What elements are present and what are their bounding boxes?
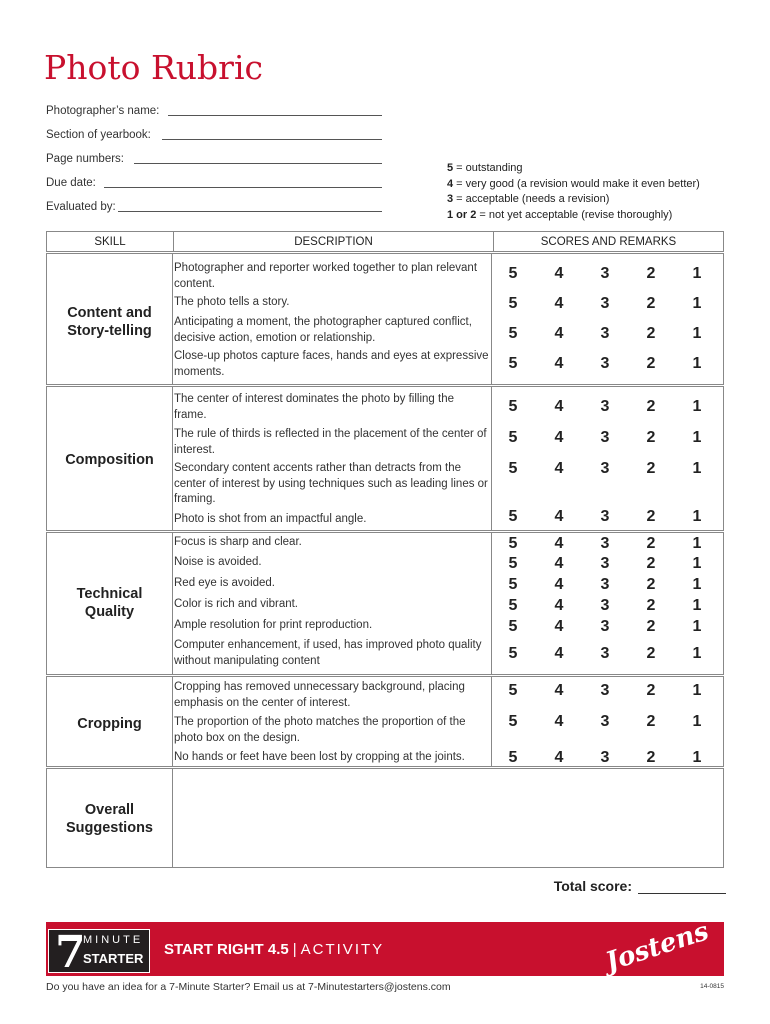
skill-name-line: Suggestions bbox=[65, 820, 153, 836]
criterion-text: Noise is avoided. bbox=[174, 556, 262, 568]
evaluated-by-field[interactable] bbox=[46, 197, 382, 213]
score-option-3[interactable]: 3 bbox=[600, 325, 610, 342]
score-option-1[interactable]: 1 bbox=[692, 645, 702, 662]
score-option-1[interactable]: 1 bbox=[692, 398, 702, 415]
score-option-4[interactable]: 4 bbox=[554, 398, 564, 415]
score-option-2[interactable]: 2 bbox=[646, 398, 656, 415]
score-option-3[interactable]: 3 bbox=[600, 749, 610, 766]
score-options bbox=[500, 398, 710, 416]
score-option-4[interactable]: 4 bbox=[554, 265, 564, 282]
score-option-3[interactable]: 3 bbox=[600, 682, 610, 699]
score-option-3[interactable]: 3 bbox=[600, 355, 610, 372]
score-options bbox=[500, 749, 710, 767]
score-option-4[interactable]: 4 bbox=[554, 597, 564, 614]
score-option-3[interactable]: 3 bbox=[600, 508, 610, 525]
section-line[interactable] bbox=[162, 139, 382, 140]
score-option-5[interactable]: 5 bbox=[508, 355, 518, 372]
score-option-2[interactable]: 2 bbox=[646, 645, 656, 662]
score-option-3[interactable]: 3 bbox=[600, 597, 610, 614]
legend-row: 5 = outstanding bbox=[447, 162, 523, 174]
score-option-3[interactable]: 3 bbox=[600, 576, 610, 593]
activity-title bbox=[164, 941, 384, 958]
score-option-5[interactable]: 5 bbox=[508, 645, 518, 662]
criterion-text: Anticipating a moment, the photographer captured conflict, decisive action, emotion or relationship. bbox=[174, 316, 472, 344]
skill-name-line: Quality bbox=[84, 604, 135, 620]
skill-name bbox=[47, 585, 172, 621]
criterion-text: The rule of thirds is reflected in the placement of the center of interest. bbox=[174, 428, 487, 456]
score-option-2[interactable]: 2 bbox=[646, 429, 656, 446]
score-options bbox=[500, 597, 710, 615]
score-option-3[interactable]: 3 bbox=[600, 265, 610, 282]
score-options bbox=[500, 325, 710, 343]
score-option-1[interactable]: 1 bbox=[692, 576, 702, 593]
score-option-3[interactable]: 3 bbox=[600, 398, 610, 415]
evaluated-by-line[interactable] bbox=[118, 211, 382, 212]
description-header: DESCRIPTION bbox=[174, 232, 494, 251]
criterion-text: Close-up photos capture faces, hands and eyes at expressive moments. bbox=[174, 350, 489, 378]
score-option-3[interactable]: 3 bbox=[600, 618, 610, 635]
section-field[interactable] bbox=[46, 125, 382, 141]
score-option-5[interactable]: 5 bbox=[508, 429, 518, 446]
score-options bbox=[500, 645, 710, 663]
score-option-4[interactable]: 4 bbox=[554, 682, 564, 699]
score-option-4[interactable]: 4 bbox=[554, 460, 564, 477]
score-option-2[interactable]: 2 bbox=[646, 295, 656, 312]
skill-name-line: Composition bbox=[65, 452, 154, 468]
score-options bbox=[500, 460, 710, 478]
criterion-text: Secondary content accents rather than detracts from the center of interest by using techniques such as leading lines or framing. bbox=[174, 462, 488, 505]
criterion-text: No hands or feet have been lost by cropping at the joints. bbox=[174, 751, 465, 763]
legend-row: 3 = acceptable (needs a revision) bbox=[447, 193, 610, 205]
criterion-text: The proportion of the photo matches the proportion of the photo box on the design. bbox=[174, 716, 466, 744]
score-option-1[interactable]: 1 bbox=[692, 460, 702, 477]
score-option-3[interactable]: 3 bbox=[600, 645, 610, 662]
criterion-text: Red eye is avoided. bbox=[174, 577, 276, 589]
photographer-field[interactable] bbox=[46, 101, 382, 117]
criterion-text: Ample resolution for print reproduction. bbox=[174, 619, 373, 631]
score-option-5[interactable]: 5 bbox=[508, 597, 518, 614]
criterion-text: Cropping has removed unnecessary background, placing emphasis on the center of interest. bbox=[174, 681, 465, 709]
score-option-4[interactable]: 4 bbox=[554, 555, 564, 572]
score-options bbox=[500, 618, 710, 636]
score-option-5[interactable]: 5 bbox=[508, 265, 518, 282]
score-option-4[interactable]: 4 bbox=[554, 749, 564, 766]
score-option-4[interactable]: 4 bbox=[554, 645, 564, 662]
rubric-section bbox=[46, 768, 724, 868]
score-option-5[interactable]: 5 bbox=[508, 508, 518, 525]
score-option-1[interactable]: 1 bbox=[692, 682, 702, 699]
score-option-1[interactable]: 1 bbox=[692, 749, 702, 766]
legend-row: 1 or 2 = not yet acceptable (revise thoroughly) bbox=[447, 208, 673, 221]
legend-row: 4 = very good (a revision would make it even better) bbox=[447, 177, 700, 190]
score-option-1[interactable]: 1 bbox=[692, 535, 702, 552]
skill-name-line: Overall bbox=[84, 802, 135, 818]
criterion-text: The center of interest dominates the photo by filling the frame. bbox=[174, 393, 454, 421]
score-option-3[interactable]: 3 bbox=[600, 295, 610, 312]
skill-name-line: Content and bbox=[67, 305, 152, 321]
document-code: 14-0815 bbox=[700, 983, 724, 990]
seven-minute-starter-badge bbox=[48, 927, 150, 978]
page-title: Photo Rubric bbox=[44, 48, 263, 87]
score-option-1[interactable]: 1 bbox=[692, 618, 702, 635]
skill-name bbox=[47, 715, 172, 733]
score-option-5[interactable]: 5 bbox=[508, 398, 518, 415]
skill-name bbox=[47, 801, 172, 837]
score-option-2[interactable]: 2 bbox=[646, 355, 656, 372]
score-options bbox=[500, 508, 710, 526]
score-option-4[interactable]: 4 bbox=[554, 508, 564, 525]
due-date-field[interactable] bbox=[46, 173, 382, 189]
score-option-4[interactable]: 4 bbox=[554, 576, 564, 593]
score-option-2[interactable]: 2 bbox=[646, 713, 656, 730]
score-option-2[interactable]: 2 bbox=[646, 682, 656, 699]
photographer-line[interactable] bbox=[168, 115, 382, 116]
score-option-5[interactable]: 5 bbox=[508, 295, 518, 312]
score-options bbox=[500, 355, 710, 373]
score-option-5[interactable]: 5 bbox=[508, 576, 518, 593]
score-option-4[interactable]: 4 bbox=[554, 355, 564, 372]
skill-name-line: Story-telling bbox=[67, 323, 152, 339]
jostens-logo: Jostens bbox=[601, 916, 713, 978]
activity-light: ACTIVITY bbox=[300, 941, 385, 958]
score-options bbox=[500, 555, 710, 573]
skill-header: SKILL bbox=[47, 232, 174, 251]
section-label: Section of yearbook: bbox=[46, 129, 151, 141]
score-option-1[interactable]: 1 bbox=[692, 295, 702, 312]
pages-label: Page numbers: bbox=[46, 153, 124, 165]
score-option-1[interactable]: 1 bbox=[692, 597, 702, 614]
activity-bold: START RIGHT 4.5 bbox=[164, 941, 289, 958]
score-option-1[interactable]: 1 bbox=[692, 265, 702, 282]
score-option-2[interactable]: 2 bbox=[646, 597, 656, 614]
activity-separator: | bbox=[292, 941, 297, 958]
criterion-text: Focus is sharp and clear. bbox=[174, 536, 302, 548]
score-option-3[interactable]: 3 bbox=[600, 429, 610, 446]
score-option-2[interactable]: 2 bbox=[646, 618, 656, 635]
score-options bbox=[500, 535, 710, 553]
score-options bbox=[500, 713, 710, 731]
skill-name-line: Cropping bbox=[77, 716, 142, 732]
score-option-5[interactable]: 5 bbox=[508, 555, 518, 572]
score-option-5[interactable]: 5 bbox=[508, 460, 518, 477]
score-option-5[interactable]: 5 bbox=[508, 682, 518, 699]
score-options bbox=[500, 265, 710, 283]
score-option-5[interactable]: 5 bbox=[508, 713, 518, 730]
score-options bbox=[500, 429, 710, 447]
score-option-3[interactable]: 3 bbox=[600, 535, 610, 552]
criterion-text: Photo is shot from an impactful angle. bbox=[174, 513, 367, 525]
score-option-4[interactable]: 4 bbox=[554, 535, 564, 552]
criterion-text: Photographer and reporter worked together to plan relevant content. bbox=[174, 262, 478, 290]
score-option-5[interactable]: 5 bbox=[508, 618, 518, 635]
score-option-1[interactable]: 1 bbox=[692, 555, 702, 572]
score-option-4[interactable]: 4 bbox=[554, 325, 564, 342]
pages-field[interactable] bbox=[46, 149, 382, 165]
photographer-label: Photographer’s name: bbox=[46, 105, 160, 117]
badge-number: 7 bbox=[55, 927, 86, 978]
score-option-2[interactable]: 2 bbox=[646, 535, 656, 552]
score-option-4[interactable]: 4 bbox=[554, 295, 564, 312]
criterion-text: The photo tells a story. bbox=[174, 296, 290, 308]
table-header bbox=[46, 231, 724, 252]
criterion-text: Color is rich and vibrant. bbox=[174, 598, 298, 610]
due-date-line[interactable] bbox=[104, 187, 382, 188]
total-score bbox=[554, 878, 726, 894]
score-options bbox=[500, 295, 710, 313]
pages-line[interactable] bbox=[134, 163, 382, 164]
score-option-2[interactable]: 2 bbox=[646, 508, 656, 525]
score-option-1[interactable]: 1 bbox=[692, 325, 702, 342]
score-option-3[interactable]: 3 bbox=[600, 460, 610, 477]
score-option-5[interactable]: 5 bbox=[508, 749, 518, 766]
score-option-4[interactable]: 4 bbox=[554, 618, 564, 635]
activity-banner bbox=[46, 916, 724, 978]
skill-name bbox=[47, 451, 172, 469]
evaluated-by-label: Evaluated by: bbox=[46, 201, 116, 213]
badge-bottom-text: STARTER bbox=[83, 951, 144, 966]
badge-top-text: MINUTE bbox=[83, 934, 144, 946]
skill-name bbox=[47, 304, 172, 340]
score-option-1[interactable]: 1 bbox=[692, 508, 702, 525]
score-option-3[interactable]: 3 bbox=[600, 713, 610, 730]
score-option-3[interactable]: 3 bbox=[600, 555, 610, 572]
score-option-2[interactable]: 2 bbox=[646, 576, 656, 593]
skill-name-line: Technical bbox=[76, 586, 143, 602]
score-option-4[interactable]: 4 bbox=[554, 429, 564, 446]
criterion-text: Computer enhancement, if used, has improved photo quality without manipulating content bbox=[174, 639, 482, 667]
due-date-label: Due date: bbox=[46, 177, 96, 189]
score-option-2[interactable]: 2 bbox=[646, 265, 656, 282]
total-score-label: Total score: bbox=[553, 878, 632, 894]
footer-note: Do you have an idea for a 7-Minute Starter? Email us at 7-Minutestarters@jostens.com bbox=[46, 981, 451, 993]
score-option-1[interactable]: 1 bbox=[692, 713, 702, 730]
score-option-4[interactable]: 4 bbox=[554, 713, 564, 730]
score-option-2[interactable]: 2 bbox=[646, 325, 656, 342]
total-score-line[interactable] bbox=[638, 879, 726, 894]
scores-header: SCORES AND REMARKS bbox=[540, 235, 677, 248]
score-option-5[interactable]: 5 bbox=[508, 325, 518, 342]
score-option-2[interactable]: 2 bbox=[646, 460, 656, 477]
score-options bbox=[500, 576, 710, 594]
score-options bbox=[500, 682, 710, 700]
score-legend bbox=[447, 161, 700, 223]
score-option-2[interactable]: 2 bbox=[646, 555, 656, 572]
score-option-2[interactable]: 2 bbox=[646, 749, 656, 766]
score-option-1[interactable]: 1 bbox=[692, 355, 702, 372]
score-option-5[interactable]: 5 bbox=[508, 535, 518, 552]
score-option-1[interactable]: 1 bbox=[692, 429, 702, 446]
